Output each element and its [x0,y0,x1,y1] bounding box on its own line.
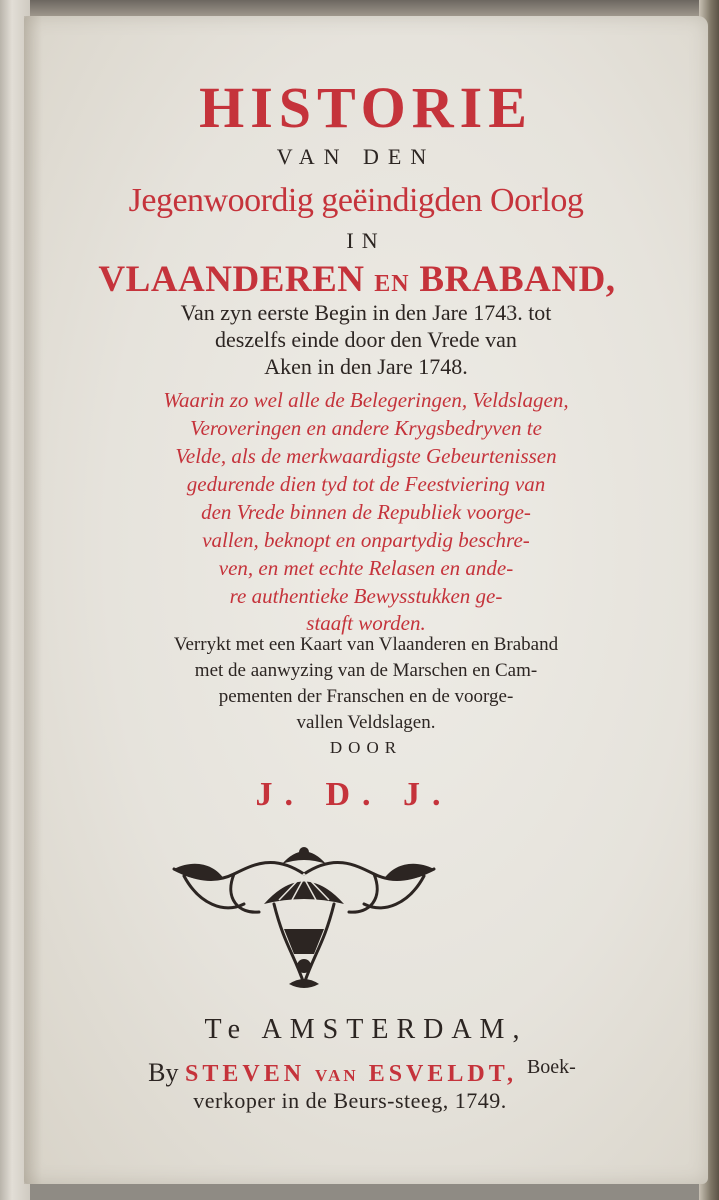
subtitle-en: EN [374,271,410,297]
book-edge-top [0,0,719,16]
city-line: Te AMSTERDAM, [204,1014,528,1045]
map-note-line-4: vallen Veldslagen. [296,712,436,733]
publisher-boek: Boek- [526,1056,576,1078]
description-line-7: ven, en met echte Relasen en ande- [218,556,514,580]
imprint-line: verkoper in de Beurs-steeg, 1749. [193,1088,507,1113]
van-den-line: VAN DEN [276,144,436,169]
author-initials: J. D. J. [255,776,453,813]
description-line-1: Waarin zo wel alle de Belegeringen, Veldslagen, [163,388,569,412]
main-title: HISTORIE [199,75,533,140]
door-line: DOOR [329,738,403,757]
subtitle-braband: BRABAND, [419,259,616,300]
description-line-3: Velde, als de merkwaardigste Gebeurtenissen [175,444,557,468]
map-note-line-1: Verrykt met een Kaart van Vlaanderen en Braband [173,634,559,655]
publisher-name [185,1061,527,1087]
publisher-last-name: ESVELDT, [368,1061,517,1087]
in-line: IN [346,228,386,253]
baroque-shell-ornament-icon [164,834,444,994]
title-page-content [24,16,708,1184]
publisher-line [20,1058,704,1088]
publisher-by: By [148,1058,179,1087]
description-line-9: staaft worden. [306,611,426,635]
period-line-2: deszelfs einde door den Vrede van [215,327,517,352]
period-line-1: Van zyn eerste Begin in den Jare 1743. tot [180,300,552,325]
description-line-8: re authentieke Bewysstukken ge- [229,584,503,608]
description-line-6: vallen, beknopt en onpartydig beschre- [202,528,530,552]
subtitle-line-2 [15,258,699,301]
subtitle-line-1: Jegenwoordig geëindigden Oorlog [128,182,584,219]
description-line-4: gedurende dien tyd tot de Feestviering van [186,472,546,496]
map-note-line-2: met de aanwyzing van de Marschen en Cam- [194,660,538,681]
subtitle-vlaanderen: VLAANDEREN [98,259,365,300]
period-line-3: Aken in den Jare 1748. [264,354,468,379]
description-line-5: den Vrede binnen de Republiek voorge- [201,500,531,524]
publisher-first-name: STEVEN [185,1061,306,1087]
map-note-line-3: pementen der Franschen en de voorge- [218,686,514,707]
description-line-2: Veroveringen en andere Krygsbedryven te [190,416,542,440]
publisher-van: VAN [315,1066,359,1085]
